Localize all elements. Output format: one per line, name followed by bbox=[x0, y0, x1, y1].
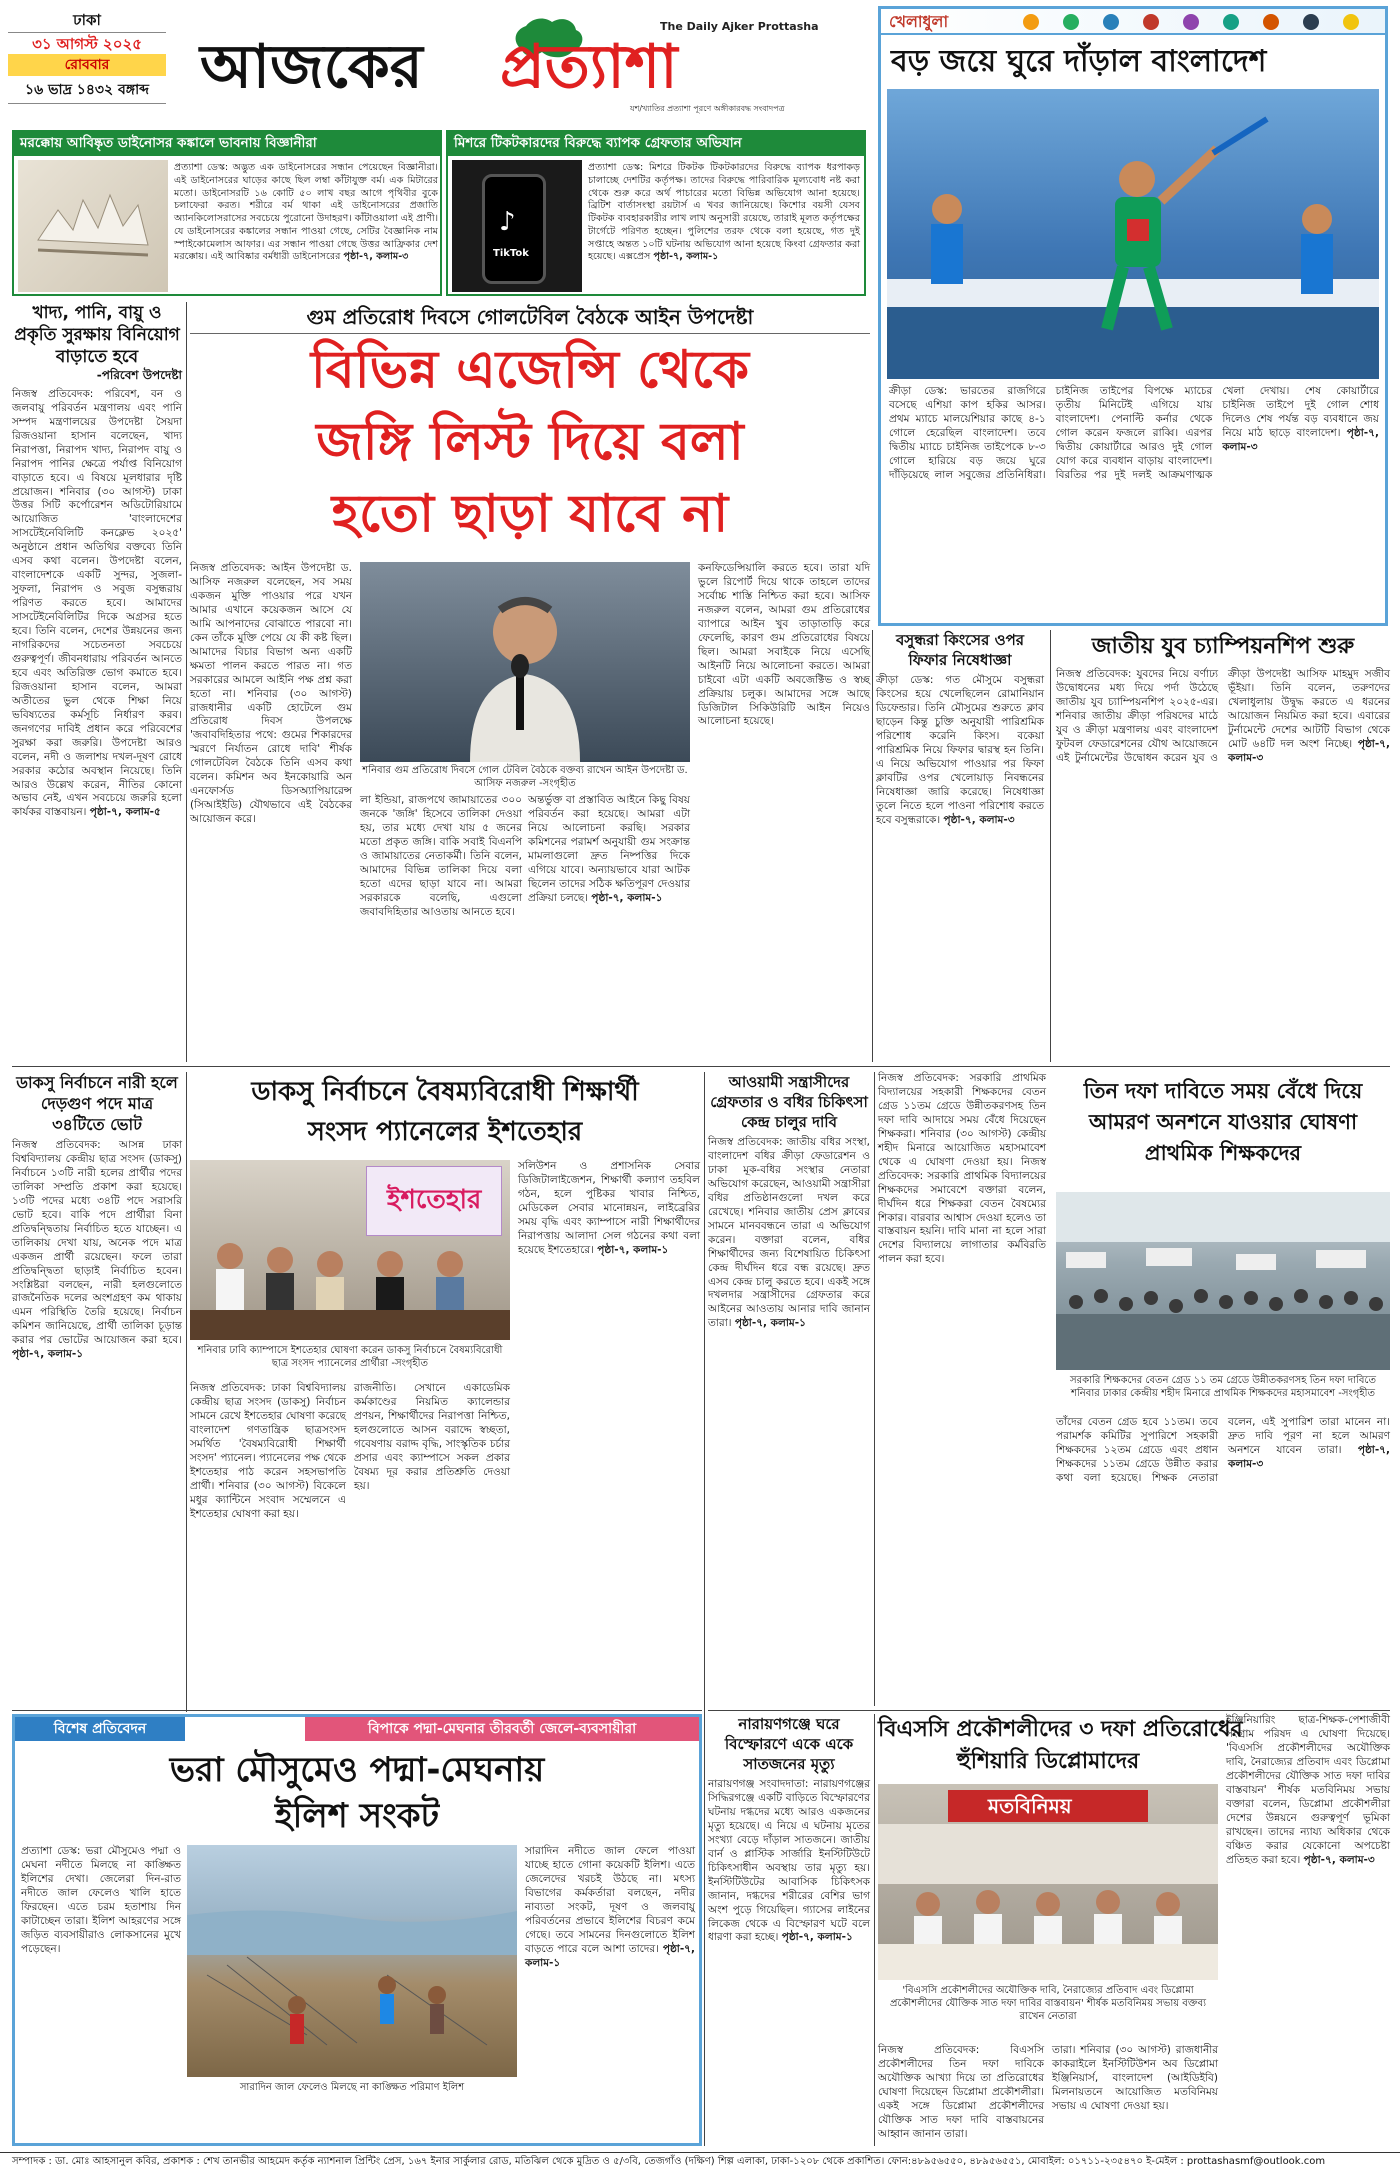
section-divider bbox=[12, 1066, 1390, 1067]
bsc-col2: তারা। শনিবার (৩০ আগস্ট) রাজধানীর কাকরাইলে ইনস্টিটিউশন অব ডিপ্লোমা ইঞ্জিনিয়ার্স, বাংলাদেশ (আইডিইবি) মিলনায়তনে আয়োজিত মতবিনিময় সভায় এ ঘোষণা দেওয়া হয়। bbox=[1052, 2044, 1218, 2112]
bsc-banner-text: মতবিনিময় bbox=[988, 1794, 1072, 1818]
teachers-cont: পৃষ্ঠা-৭, কলাম-৩ bbox=[1228, 1443, 1390, 1470]
hilsa-photo bbox=[187, 1845, 517, 2077]
lead-story bbox=[190, 300, 870, 1064]
tiktok-logo-icon: ♪ bbox=[499, 207, 516, 237]
lead-col4: লা ইন্ডিয়া, রাজপথে জামায়াতের ৩০০ জনকে 'জঙ্গি' হিসেবে তালিকা দেওয়া হয়, তার মধ্যে দেখা যায় ৫ জনের মতো প্রকৃত জঙ্গি। বাকি সবাই বিএনপি ও জামায়াতের নেতাকর্মী। তিনি বলেন, আমাদের বিভিন্ন তালিকা দিয়ে বলা হতো এদের ছাড়া যাবে না। আমরা সরকারকে বলেছি, এগুলো জবাবদিহিতার আওতায় আনতে হবে। bbox=[360, 794, 522, 918]
col-divider bbox=[186, 302, 187, 1062]
narayanganj-headline: নারায়ণগঞ্জে ঘরে বিস্ফোরণে একে একে সাতজনের মৃত্যু bbox=[724, 1715, 854, 1773]
sports-box bbox=[878, 6, 1388, 626]
col-divider bbox=[874, 1714, 875, 2146]
top-mid-story-headline: মিশরে টিকটকারদের বিরুদ্ধে ব্যাপক গ্রেফতার অভিযান bbox=[448, 132, 864, 156]
crowd-illustration bbox=[1056, 1192, 1390, 1370]
ducsu-mid-col2: রাজনীতি। সেখানে একাডেমিক কর্মকাণ্ডের নিয়মিত ক্যালেন্ডার প্রণয়ন, শিক্ষার্থীদের নিরাপত্তা নিশ্চিত, হলগুলোতে আসন বরাদ্দে স্বচ্ছতা, গবেষণায় বরাদ্দ বৃদ্ধি, সাংস্কৃতিক চর্চার প্রসার এবং ক্যাম্পাসে সকল প্রকার বৈষম্য দূর করার প্রতিশ্রুতি দেওয়া হয়। bbox=[354, 1382, 510, 1492]
lead-kicker: গুম প্রতিরোধ দিবসে গোলটেবিল বৈঠকে আইন উপদেষ্টা bbox=[190, 300, 870, 334]
top-left-story-box bbox=[12, 130, 442, 296]
hilsa-tag: বিশেষ প্রতিবেদন bbox=[15, 1717, 185, 1741]
top-left-story-headline: মরক্কোয় আবিষ্কৃত ডাইনোসর কঙ্কালে ভাবনায় বিজ্ঞানীরা bbox=[14, 132, 440, 156]
ducsu-mid-headline-line1: ডাকসু নির্বাচনে বৈষম্যবিরোধী শিক্ষার্থী bbox=[251, 1077, 639, 1107]
ducsu-banner bbox=[366, 1166, 502, 1236]
teachers-intro: নিজস্ব প্রতিবেদক: সরকারি প্রাথমিক বিদ্যালয়ের সহকারী শিক্ষকদের বেতন গ্রেড ১১তম গ্রেডে উন্নীতকরণসহ তিন দফা দাবি আদায়ে সময় বেঁধে দিয়েছেন শিক্ষকরা। শনিবার (৩০ আগস্ট) কেন্দ্রীয় শহীদ মিনারে আয়োজিত মহাসমাবেশ থেকে এ ঘোষণা দেওয়া হয়। নিজস্ব প্রতিবেদক: সরকারি প্রাথমিক বিদ্যালয়ের শিক্ষকদের সমাবেশে বক্তারা বলেন, দীর্ঘদিন ধরে শিক্ষকরা বেতন বৈষম্যের শিকার। বারবার আশ্বাস দেওয়া হলেও তা বাস্তবায়ন হয়নি। দাবি মানা না হলে সারা দেশের বিদ্যালয়ে লাগাতার কর্মবিরতি পালন করা হবে। bbox=[878, 1072, 1046, 1266]
ducsu-left-cont: পৃষ্ঠা-৭, কলাম-১ bbox=[12, 1348, 84, 1361]
ducsu-mid-cont: পৃষ্ঠা-৭, কলাম-১ bbox=[597, 1243, 669, 1256]
ducsu-left-story bbox=[12, 1072, 182, 1712]
youth-cont: পৃষ্ঠা-৭, কলাম-৩ bbox=[1228, 737, 1390, 764]
masthead-bangla-date: ১৬ ভাদ্র ১৪৩২ বঙ্গাব্দ bbox=[8, 76, 166, 104]
bsc-headline-line1: বিএসসি প্রকৌশলীদের ৩ দফা প্রতিরোধের bbox=[878, 1717, 1243, 1742]
narayanganj-body: নারায়ণগঞ্জ সংবাদদাতা: নারায়ণগঞ্জের সিদ্ধিরগঞ্জে একটি বাড়িতে বিস্ফোরণের ঘটনায় দগ্ধদের মধ্যে আরও একজনের মৃত্যু হয়েছে। এ নিয়ে এ ঘটনায় মৃতের সংখ্যা বেড়ে দাঁড়াল সাতজনে। জাতীয় বার্ন ও প্লাস্টিক সার্জারি ইনস্টিটিউটে চিকিৎসাধীন অবস্থায় তার মৃত্যু হয়। ইনস্টিটিউটের আবাসিক চিকিৎসক জানান, দগ্ধদের শরীরের বেশির ভাগ অংশ পুড়ে গিয়েছিল। গ্যাসের লাইনের লিকেজ থেকে এ বিস্ফোরণ ঘটে বলে ধারণা করা হচ্ছে। পৃষ্ঠা-৭, কলাম-১ bbox=[708, 1778, 870, 1944]
sports-label-bar bbox=[881, 9, 1385, 35]
sports-cont: পৃষ্ঠা-৭, কলাম-৩ bbox=[1222, 426, 1379, 453]
narayanganj-cont: পৃষ্ঠা-৭, কলাম-১ bbox=[781, 1931, 853, 1944]
sports-headline: বড় জয়ে ঘুরে দাঁড়াল বাংলাদেশ bbox=[891, 44, 1267, 79]
left-col-story1 bbox=[12, 302, 182, 1052]
section-divider bbox=[12, 1710, 702, 1711]
hilsa-headline-line2: ইলিশ সংকট bbox=[274, 1796, 440, 1836]
bsc-headline-line2: হুঁশিয়ারি ডিপ্লোমাদের bbox=[956, 1749, 1140, 1774]
hilsa-photo-caption: সারাদিন জাল ফেলেও মিলছে না কাঙ্ক্ষিত পরিমাণ ইলিশ bbox=[239, 2082, 465, 2093]
awami-cont: পৃষ্ঠা-৭, কলাম-১ bbox=[734, 1317, 806, 1330]
tiktok-phone bbox=[482, 174, 546, 284]
ducsu-left-headline: ডাকসু নির্বাচনে নারী হলে দেড়গুণ পদে মাত্র ৩৪টিতে ভোট bbox=[16, 1073, 178, 1134]
col-divider bbox=[1050, 630, 1051, 1062]
bsc-story bbox=[878, 1714, 1390, 2146]
top-mid-story-body: প্রত্যাশা ডেস্ক: মিশরে টিকটক টিকটকারদের বিরুদ্ধে ব্যাপক ধরপাকড় চালাচ্ছে দেশটির কর্তৃপক্ষ। তাদের বিরুদ্ধে পারিবারিক মূল্যবোধ নষ্ট করা থেকে শুরু করে অর্থ পাচারের মতো বিভিন্ন অভিযোগ আনা হয়েছে। ব্রিটিশ বার্তাসংস্থা রয়টার্স এ খবর জানিয়েছে। কিশোর বয়সী যেসব টিকটক ব্যবহারকারীর লাখ লাখ অনুসারী রয়েছে, তারাই মূলত কর্তৃপক্ষের টার্গেটে পরিণত হচ্ছেন। পুলিশের তরফ থেকে বলা হয়েছে, গত দুই সপ্তাহে অন্তত ১০টি ঘটনায় অভিযোগ আনা হয়েছে কিংবা গ্রেফতার করা হয়েছে। এক্সপ্রেস পৃষ্ঠা-৭, কলাম-১ bbox=[588, 162, 860, 263]
ducsu-mid-headline-line2: সংসদ প্যানেলের ইশতেহার bbox=[307, 1117, 583, 1147]
teachers-col2: তাঁদের বেতন গ্রেড হবে ১১তম। তবে পরামর্শক কমিটির সুপারিশে সহকারী শিক্ষকদের ১২তম গ্রেডে এবং প্রধান শিক্ষকদের ১১তম গ্রেডে উন্নীত করার কথা বলা হয়েছে। শিক্ষক নেতারা বলেন, এই সুপারিশ তারা মানেন না। দ্রুত দাবি পূরণ না হলে আমরণ অনশনে যাবেন তারা। পৃষ্ঠা-৭, কলাম-৩ bbox=[1056, 1416, 1390, 1484]
lead-headline-line1: বিভিন্ন এজেন্সি থেকে bbox=[310, 340, 750, 400]
masthead-city: ঢাকা bbox=[73, 11, 101, 29]
top-mid-story-cont: পৃষ্ঠা-৭, কলাম-১ bbox=[653, 251, 719, 263]
speaker-illustration bbox=[360, 562, 690, 762]
fifa-headline: বসুন্ধরা কিংসের ওপর ফিফার নিষেধাজ্ঞা bbox=[895, 631, 1025, 669]
left-col-story1-headline: খাদ্য, পানি, বায়ু ও প্রকৃতি সুরক্ষায় বিনিয়োগ বাড়াতে হবে bbox=[14, 303, 180, 367]
top-mid-story-box bbox=[446, 130, 866, 296]
bsc-photo bbox=[878, 1784, 1218, 1980]
bsc-col3: ইঞ্জিনিয়ারিং ছাত্র-শিক্ষক-পেশাজীবী সংগ্রাম পরিষদ এ ঘোষণা দিয়েছে। 'বিএসসি প্রকৌশলীদের অযৌক্তিক দাবি, নৈরাজ্যের প্রতিবাদ এবং ডিপ্লোমা প্রকৌশলীদের যৌক্তিক সাত দফা দাবির বাস্তবায়ন' শীর্ষক মতবিনিময় সভায় বক্তারা বলেন, ডিপ্লোমা প্রকৌশলীরা দেশের উন্নয়নে গুরুত্বপূর্ণ ভূমিকা রাখছেন। তাদের ন্যায্য অধিকার থেকে বঞ্চিত করার যেকোনো অপচেষ্টা প্রতিহত করা হবে। পৃষ্ঠা-৭, কলাম-৩ bbox=[1226, 1714, 1390, 1866]
masthead-tagline: যশ/খ্যাতির প্রত্যাশা পূরণে অঙ্গীকারবদ্ধ সংবাদপত্র bbox=[630, 104, 785, 113]
lead-col5: অন্তর্ভুক্ত বা প্রস্তাবিত আইনে কিছু বিষয় পরিবর্তন করা হয়েছে। আমরা এটা নিয়ে আলোচনা করছি। সরকার কমিশনের পরামর্শ অনুযায়ী গুম সংক্রান্ত মামলাগুলো দ্রুত নিষ্পত্তির দিকে এগিয়ে যাবে। অন্যায়ভাবে যারা আটক ছিলেন তাদের সঠিক ক্ষতিপূরণ দেওয়ার প্রক্রিয়া চলছে। পৃষ্ঠা-৭, কলাম-১ bbox=[528, 794, 690, 904]
fifa-story bbox=[876, 630, 1044, 1064]
awami-story bbox=[708, 1072, 870, 1706]
teachers-story bbox=[878, 1072, 1390, 1706]
teachers-photo-caption: সরকারি শিক্ষকদের বেতন গ্রেড ১১ তম গ্রেডে উন্নীতকরণসহ তিন দফা দাবিতে শনিবার ঢাকার কেন্দ্রীয় শহীদ মিনারে প্রাথমিক শিক্ষকদের মহাসমাবেশ -সংগৃহীত bbox=[1070, 1375, 1376, 1399]
dinosaur-photo bbox=[18, 160, 168, 292]
ducsu-photo bbox=[190, 1160, 510, 1340]
teachers-headline: তিন দফা দাবিতে সময় বেঁধে দিয়ে আমরণ অনশনে যাওয়ার ঘোষণা প্রাথমিক শিক্ষকদের bbox=[1083, 1079, 1363, 1165]
lead-photo-caption: শনিবার গুম প্রতিরোধ দিবসে গোল টেবিল বৈঠকে বক্তব্য রাখেন আইন উপদেষ্টা ড. আসিফ নজরুল -সংগৃহীত bbox=[362, 765, 688, 789]
fifa-cont: পৃষ্ঠা-৭, কলাম-৩ bbox=[943, 813, 1015, 826]
awami-body: নিজস্ব প্রতিবেদক: জাতীয় বধির সংস্থা, বাংলাদেশ বধির ক্রীড়া ফেডারেশন ও ঢাকা মূক-বধির সংস্থার নেতারা অভিযোগ করেছেন, আওয়ামী সন্ত্রাসীরা বধির প্রতিষ্ঠানগুলো দখল করে রেখেছে। শনিবার জাতীয় প্রেস ক্লাবের সামনে মানববন্ধনে তারা এ অভিযোগ করেন। বক্তারা বলেন, বধির শিক্ষার্থীদের জন্য বিশেষায়িত চিকিৎসা কেন্দ্র দীর্ঘদিন ধরে বন্ধ রয়েছে। দ্রুত এসব কেন্দ্র চালু করতে হবে। একই সঙ্গে দখলদার সন্ত্রাসীদের গ্রেফতার করে আইনের আওতায় আনার দাবি জানান তারা। পৃষ্ঠা-৭, কলাম-১ bbox=[708, 1136, 870, 1330]
left-col-story1-cont: পৃষ্ঠা-৭, কলাম-৫ bbox=[89, 806, 161, 819]
ducsu-banner-text: ইশতেহার bbox=[387, 1185, 482, 1215]
imprint-footer bbox=[0, 2152, 1400, 2172]
bsc-banner bbox=[948, 1790, 1148, 1822]
left-col-story1-body: নিজস্ব প্রতিবেদক: পরিবেশ, বন ও জলবায়ু পরিবর্তন মন্ত্রণালয় এবং পানি সম্পদ মন্ত্রণালয়ের উপদেষ্টা সৈয়দা রিজওয়ানা হাসান বলেছেন, খাদ্য নিরাপত্তা, নিরাপদ খাদ্য, নিরাপদ বায়ু ও নিরাপদ পানির ক্ষেত্রে পর্যাপ্ত বিনিয়োগ বাড়াতে হবে। এ বিষয়ে মূলধারার দৃষ্টি প্রয়োজন। শনিবার (৩০ আগস্ট) ঢাকা উত্তর সিটি কর্পোরেশন অডিটোরিয়ামে আয়োজিত 'বাংলাদেশের সাসটেইনেবিলিটি কনক্লেভ ২০২৫' অনুষ্ঠানে প্রধান অতিথির বক্তব্যে তিনি এসব কথা বলেন। উপদেষ্টা বলেন, বাংলাদেশকে একটি সুন্দর, সুজলা-সুফলা, নিরাপদ ও সবুজ বসুন্ধরায় পরিণত করতে হবে। আমাদের সাসটেইনেবিলিটির দিকে অগ্রসর হতে হবে। তিনি বলেন, দেশের উন্নয়নের জন্য নাগরিকদের সচেতনতা সবচেয়ে গুরুত্বপূর্ণ। জীবনধারায় পরিবর্তন আনতে হবে এবং অতিরিক্ত ভোগ কমাতে হবে। রিজওয়ানা হাসান বলেন, আমরা অতীতের ভুল থেকে শিক্ষা নিয়ে ভবিষ্যতের কর্মসূচি নির্ধারণ করব। জনগণের দাবিই প্রধান করে পরিবেশের সুরক্ষা করা জরুরি। উপদেষ্টা আরও বলেন, নদী ও জলাশয় দখল-দূষণ রোধে সরকার কঠোর অবস্থান নিয়েছে। তিনি আরও উল্লেখ করেন, নীতির কোনো অভাব নেই, এখন সবচেয়ে জরুরি হলো কার্যকর বাস্তবায়ন। পৃষ্ঠা-৭, কলাম-৫ bbox=[12, 387, 182, 819]
left-col-story1-subhead: -পরিবেশ উপদেষ্টা bbox=[96, 368, 182, 382]
fifa-body: ক্রীড়া ডেস্ক: গত মৌসুমে বসুন্ধরা কিংসের হয়ে খেলেছিলেন রোমানিয়ান ডিফেন্ডার। তিনি মৌসুমের শুরুতে ক্লাব ছাড়েন কিন্তু চুক্তি অনুযায়ী পারিশ্রমিক পরিশোধ করেনি কিংস। বকেয়া পারিশ্রমিক নিয়ে ফিফার দ্বারস্থ হন তিনি। এ নিয়ে অভিযোগ পাওয়ার পর ফিফা ক্লাবটির ওপর খেলোয়াড় নিবন্ধনের নিষেধাজ্ঞা জারি করেছে। নিষেধাজ্ঞা তুলে নিতে হলে পাওনা পরিশোধ করতে হবে বসুন্ধরাকে। পৃষ্ঠা-৭, কলাম-৩ bbox=[876, 674, 1044, 826]
lead-headline-line2: জঙ্গি লিস্ট দিয়ে বলা bbox=[316, 412, 744, 472]
lead-cont: পৃষ্ঠা-৭, কলাম-১ bbox=[591, 891, 663, 904]
col-divider bbox=[874, 1072, 875, 1706]
hilsa-col2: সারাদিন নদীতে জাল ফেলে পাওয়া যাচ্ছে হাতে গোনা কয়েকটি ইলিশ। এতে জেলেদের খরচই উঠছে না। মৎস্য বিভাগের কর্মকর্তারা বলছেন, নদীর নাব্যতা সংকট, দূষণ ও জলবায়ু পরিবর্তনের প্রভাবে ইলিশের বিচরণ কমে গেছে। তবে সামনের দিনগুলোতে ইলিশ বাড়তে পারে বলে আশা তাদের। পৃষ্ঠা-৭, কলাম-১ bbox=[525, 1845, 695, 1969]
masthead-date: ৩১ আগস্ট ২০২৫ bbox=[8, 32, 166, 54]
top-left-story-body: প্রত্যাশা ডেস্ক: অদ্ভুত এক ডাইনোসরের সন্ধান পেয়েছেন বিজ্ঞানীরা। এই ডাইনোসরের ঘাড়ের কাছে ছিল লম্বা কাঁটাযুক্ত বর্ম। এক মিটারের মতো। ডাইনোসরটি ১৬ কোটি ৫০ লাখ বছর আগে পৃথিবীর বুকে চলাফেরা করত। শরীরে বর্ম থাকা এই ডাইনোসরের প্রজাতি অ্যানকিলোসরাসের সবচেয়ে পুরোনো উদাহরণ। কাঁটাওয়ালা এই প্রাণী। যে ডাইনোসরের কঙ্কালের সন্ধান পাওয়া গেছে, সেটির বৈজ্ঞানিক নাম স্পাইকোমেলাস আফার। এর সন্ধান পাওয়া গেছে উত্তর আফ্রিকার দেশ মরক্কোয়। এই আবিষ্কার বর্মধারী ডাইনোসরের পৃষ্ঠা-৭, কলাম-৩ bbox=[174, 162, 438, 263]
lead-headline-line3: হতো ছাড়া যাবে না bbox=[331, 484, 729, 544]
ducsu-mid-story bbox=[190, 1072, 700, 1712]
youth-story bbox=[1056, 630, 1390, 1064]
col-divider bbox=[704, 1072, 705, 2146]
hilsa-kicker: বিপাকে পদ্মা-মেঘনার তীরবর্তী জেলে-ব্যবসায়ীরা bbox=[305, 1717, 699, 1741]
hilsa-col1: প্রত্যাশা ডেস্ক: ভরা মৌসুমেও পদ্মা ও মেঘনা নদীতে মিলছে না কাঙ্ক্ষিত ইলিশের দেখা। জেলেরা দিন-রাত নদীতে জাল ফেলেও খালি হাতে ফিরছেন। এতে চরম হতাশায় দিন কাটাচ্ছেন তারা। ইলিশ আহরণের সঙ্গে জড়িত ব্যবসায়ীরাও লোকসানের মুখে পড়েছেন। bbox=[21, 1845, 181, 1955]
tiktok-label: TikTok bbox=[493, 248, 529, 259]
lead-col1: নিজস্ব প্রতিবেদক: আইন উপদেষ্টা ড. আসিফ নজরুল বলেছেন, সব সময় একজন মুক্তি পাওয়ার পরে যখন আমার এখানে কয়েকজন আসে যে আমি আপনাদের বোঝাতে পারবো না। কেন তাঁকে মুক্তি পেয়ে যে কী কষ্ট ছিল। আমাদের বিচার বিভাগ অন্য একটি ক্ষমতা পালন করতে পারত না। গত সরকারের আমলে আইনি পক্ষ প্রশ্ন করা হতো না। শনিবার (৩০ আগস্ট) রাজধানীর একটি হোটেলে গুম প্রতিরোধ দিবস উপলক্ষে 'জবাবদিহিতার পথে: গুমের শিকারদের স্মরণে নির্যাতন রোধে দাবি' শীর্ষক গোলটেবিল বৈঠকে তিনি এসব কথা বলেন। কমিশন অব ইনকোয়ারি অন এনফোর্সড ডিসঅ্যাপিয়ারেন্স (সিআইইডি) যৌথভাবে এই বৈঠকের আয়োজন করে। bbox=[190, 562, 352, 826]
masthead-name-part1: আজকের bbox=[200, 32, 423, 102]
hockey-players-illustration bbox=[887, 89, 1379, 379]
masthead-english-name: The Daily Ajker Prottasha bbox=[660, 20, 819, 33]
hilsa-cont: পৃষ্ঠা-৭, কলাম-১ bbox=[525, 1942, 695, 1969]
hilsa-headline-line1: ভরা মৌসুমেও পদ্মা-মেঘনায় bbox=[169, 1750, 545, 1790]
bsc-col1: নিজস্ব প্রতিবেদক: বিএসসি প্রকৌশলীদের তিন দফা দাবিকে অযৌক্তিক আখ্যা দিয়ে তা প্রতিরোধের ঘোষণা দিয়েছেন ডিপ্লোমা প্রকৌশলীরা। একই সঙ্গে ডিপ্লোমা প্রকৌশলীদের যৌক্তিক সাত দফা দাবি বাস্তবায়নের আহ্বান জানান তারা। bbox=[878, 2044, 1044, 2140]
top-left-story-cont: পৃষ্ঠা-৭, কলাম-৩ bbox=[343, 251, 409, 263]
bsc-photo-caption: 'বিএসসি প্রকৌশলীদের অযৌক্তিক দাবি, নৈরাজ্যের প্রতিবাদ এবং ডিপ্লোমা প্রকৌশলীদের যৌক্তিক সাত দফা দাবির বাস্তবায়ন' শীর্ষক মতবিনিময় সভায় বক্তব্য রাখেন নেতারা bbox=[889, 1985, 1207, 2022]
hilsa-tag-bar bbox=[15, 1717, 699, 1741]
masthead-name-part2: প্রত্যাশা bbox=[500, 32, 678, 102]
imprint-text: সম্পাদক : ডা. মোঃ আহসানুল কবির, প্রকাশক : শেখ তানভীর আহমেদ কর্তৃক ন্যাশনাল প্রিন্টিং প্রেস, ১৬৭ ইনার সার্কুলার রোড, মতিঝিল থেকে মুদ্রিত ও ৫/৩বি, তেজগাঁও (দক্ষিণ) শিল্প এলাকা, ঢাকা-১২০৮ থেকে প্রকাশিত। ফোন:৪৮৯৫৬৫৫০, ৪৮৯৫৬৫৫১, মোবাইল: ০১৭১১-২৩৫৪৭০ ই-মেইল : prottashasmf@outlook.com bbox=[12, 2156, 1326, 2167]
bsc-cont: পৃষ্ঠা-৭, কলাম-৩ bbox=[1303, 1853, 1375, 1866]
sports-label: খেলাধুলা bbox=[889, 12, 949, 31]
fishermen-illustration bbox=[187, 1845, 517, 2077]
awami-headline: আওয়ামী সন্ত্রাসীদের গ্রেফতার ও বধির চিকিৎসা কেন্দ্র চালুর দাবি bbox=[710, 1073, 868, 1131]
masthead-weekday: রোববার bbox=[8, 54, 166, 76]
ducsu-mid-col1: নিজস্ব প্রতিবেদক: ঢাকা বিশ্ববিদ্যালয় কেন্দ্রীয় ছাত্র সংসদ (ডাকসু) নির্বাচন সামনে রেখে ইশতেহার ঘোষণা করেছে বাংলাদেশ গণতান্ত্রিক ছাত্রসংসদ সমর্থিত 'বৈষম্যবিরোধী শিক্ষার্থী সংসদ' প্যানেল। প্যানেলের পক্ষ থেকে ইশতেহার পাঠ করেন সহসভাপতি প্রার্থী। শনিবার (৩০ আগস্ট) বিকেলে মধুর ক্যান্টিনে সংবাদ সম্মেলনে এ ইশতেহার ঘোষণা করা হয়। bbox=[190, 1382, 346, 1520]
section-divider bbox=[708, 1710, 1390, 1711]
sports-body: ক্রীড়া ডেস্ক: ভারতের রাজগিরে বসেছে এশিয়া কাপ হকির আসর। প্রথম ম্যাচে মালয়েশিয়ার কাছে ৪-১ গোলে হেরেছিল বাংলাদেশ। তবে দ্বিতীয় ম্যাচে চাইনিজ তাইপেকে ৮-৩ গোলে হারিয়ে বড় জয়ে ঘুরে দাঁড়িয়েছে লাল সবুজের প্রতিনিধিরা। চাইনিজ তাইপের বিপক্ষে ম্যাচের তৃতীয় মিনিটেই এগিয়ে যায় বাংলাদেশ। পেনাল্টি কর্নার থেকে গোল করেন ফজলে রাব্বি। এরপর দ্বিতীয় কোয়ার্টারে আরও দুই গোল যোগ করে ব্যবধান বাড়ায় বাংলাদেশ। বিরতির পর দুই দলই আক্রমণাত্মক খেলা দেখায়। শেষ কোয়ার্টারে চাইনিজ তাইপে দুই গোল শোধ দিলেও শেষ পর্যন্ত বড় ব্যবধানে জয় নিয়ে মাঠ ছাড়ে বাংলাদেশ। পৃষ্ঠা-৭, কলাম-৩ bbox=[889, 385, 1379, 481]
youth-headline: জাতীয় যুব চ্যাম্পিয়নশিপ শুরু bbox=[1091, 634, 1355, 659]
lead-photo bbox=[360, 562, 690, 762]
teachers-photo bbox=[1056, 1192, 1390, 1370]
col-divider bbox=[186, 1072, 187, 1712]
masthead-logo bbox=[200, 12, 819, 120]
tiktok-photo bbox=[452, 160, 582, 292]
ducsu-mid-col3: সলিউশন ও প্রশাসনিক সেবার ডিজিটালাইজেশন, শিক্ষার্থী কল্যাণ তহবিল গঠন, হলে পুষ্টিকর খাবার নিশ্চিত, মেডিকেল সেবার মানোন্নয়ন, লাইব্রেরির সময় বৃদ্ধি এবং ক্যাম্পাসে নারী শিক্ষার্থীদের নিরাপত্তায় আলাদা সেল গঠনের কথা বলা হয়েছে ইশতেহারে। পৃষ্ঠা-৭, কলাম-১ bbox=[518, 1160, 700, 1256]
hilsa-story-box bbox=[12, 1714, 702, 2146]
youth-body: নিজস্ব প্রতিবেদক: যুবদের নিয়ে বর্ণাঢ্য উদ্বোধনের মধ্য দিয়ে পর্দা উঠেছে জাতীয় যুব চ্যাম্পিয়নশিপ ২০২৫-এর। শনিবার জাতীয় ক্রীড়া পরিষদের মাঠে যুব ও ক্রীড়া মন্ত্রণালয় এবং বাংলাদেশ ফুটবল ফেডারেশনের যৌথ আয়োজনে এই টুর্নামেন্টের উদ্বোধন করেন যুব ও ক্রীড়া উপদেষ্টা আসিফ মাহমুদ সজীব ভূঁইয়া। তিনি বলেন, তরুণদের খেলাধুলায় উদ্বুদ্ধ করতে এ ধরনের আয়োজন নিয়মিত করা হবে। এবারের টুর্নামেন্টে দেশের আটটি বিভাগ থেকে মোট ৬৪টি দল অংশ নিচ্ছে। পৃষ্ঠা-৭, কলাম-৩ bbox=[1056, 668, 1390, 764]
ducsu-left-body: নিজস্ব প্রতিবেদক: আসন্ন ঢাকা বিশ্ববিদ্যালয় কেন্দ্রীয় ছাত্র সংসদ (ডাকসু) নির্বাচনে ১৩টি নারী হলের প্রার্থীর পদের তালিকা সম্প্রতি প্রকাশ করা হয়েছে। ১৩টি পদের মধ্যে ৩৪টি পদে সরাসরি ভোট হবে। বাকি পদে প্রার্থীরা বিনা প্রতিদ্বন্দ্বিতায় নির্বাচিত হতে যাচ্ছেন। এ তালিকায় দেখা যায়, অনেক পদে মাত্র একজন প্রার্থী রয়েছেন। ফলে তারা প্রতিদ্বন্দ্বিতা ছাড়াই নির্বাচিত হবেন। সংশ্লিষ্টরা বলছেন, নারী হলগুলোতে রাজনৈতিক দলের অংশগ্রহণ কম থাকায় এমন পরিস্থিতি তৈরি হয়েছে। নির্বাচন কমিশন জানিয়েছে, প্রার্থী তালিকা চূড়ান্ত করার পর ভোটের আয়োজন করা হবে। পৃষ্ঠা-৭, কলাম-১ bbox=[12, 1139, 182, 1361]
hockey-photo bbox=[887, 89, 1379, 379]
ducsu-photo-caption: শনিবার ঢাবি ক্যাম্পাসে ইশতেহার ঘোষণা করেন ডাকসু নির্বাচনে বৈষম্যবিরোধী ছাত্র সংসদ প্যানেলের প্রার্থীরা -সংগৃহীত bbox=[197, 1345, 503, 1369]
narayanganj-story bbox=[708, 1714, 870, 2146]
lead-col3: কনফিডেন্সিয়ালি করতে হবে। তারা যদি ভুলে রিপোর্ট দিয়ে থাকে তাহলে তাদের সর্বোচ্চ শাস্তি নিশ্চিত করা হবে। আসিফ নজরুল বলেন, আমরা গুম প্রতিরোধের ব্যাপারে আইন খুব তাড়াতাড়ি করে ফেলেছি, কারণ গুম প্রতিরোধের বিষয়ে ছিল। আমরা সবাইকে নিয়ে এসেছি আইনটি নিয়ে আলোচনা করতে। আমরা চাইবো এটা একটি অবজেক্টিভ ও স্বচ্ছ প্রক্রিয়ায় চলুক। আমাদের সঙ্গে আছে ডিজিটাল সিকিউরিটি আইন নিয়েও আলোচনা হয়েছে। bbox=[698, 562, 870, 728]
sports-icons-strip bbox=[1011, 10, 1371, 34]
dinosaur-skeleton-icon bbox=[18, 160, 168, 292]
masthead-date-box bbox=[8, 8, 166, 120]
col-divider bbox=[872, 630, 873, 1062]
